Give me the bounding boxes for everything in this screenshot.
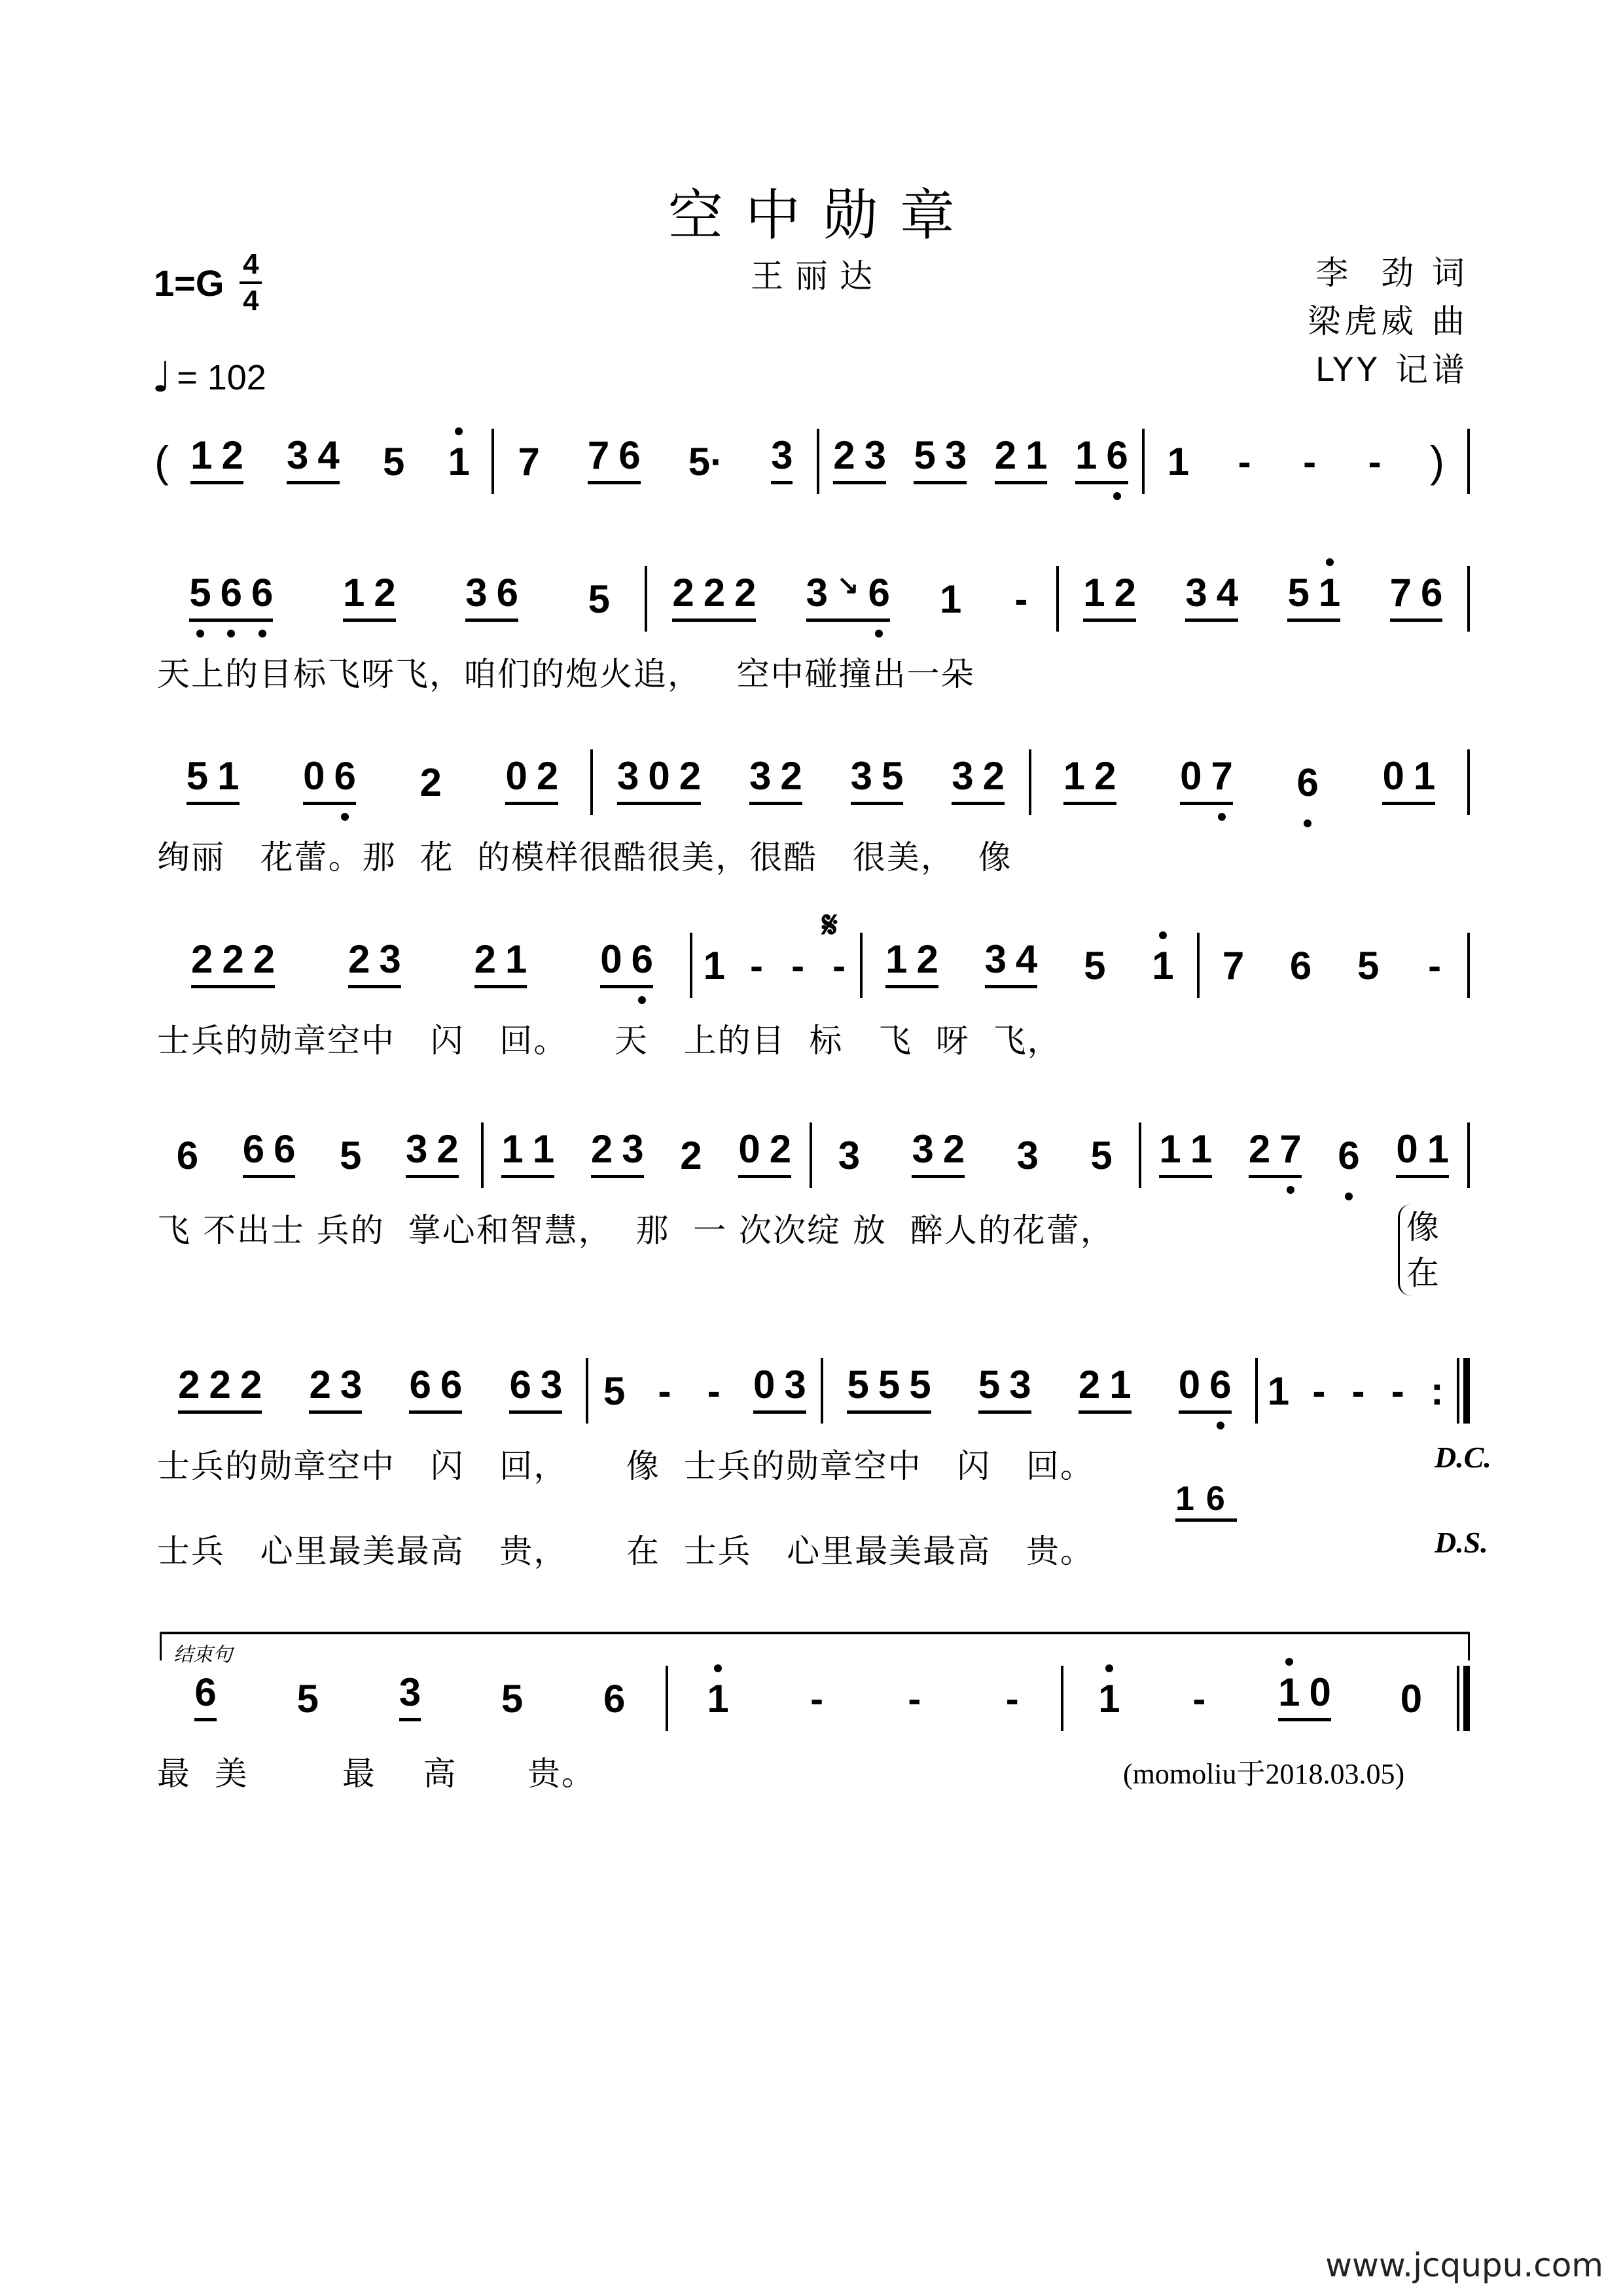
system-7: [154, 1649, 1470, 1800]
measure: 1 - - - ): [1167, 437, 1445, 486]
measure: 1 2 3 4 5 1: [169, 412, 491, 511]
measure: 1 2 3 4 5 1 7 6: [1059, 550, 1467, 648]
measure: 7 6 5 -: [1222, 943, 1442, 988]
measure: 1 2 0 7 6 0 1: [1031, 733, 1467, 831]
measure: 2 2 2 3 ↘ 6 1 -: [647, 550, 1056, 648]
lyrics-line: 天上的目标飞呀飞，咱们的炮火追， 空中碰撞出一朵: [157, 655, 975, 693]
barline: [1467, 933, 1470, 998]
lyrics-line: 最 美 最 高 贵。: [157, 1755, 596, 1793]
system-6: [154, 1342, 1491, 1584]
system-5: [154, 1106, 1470, 1292]
lyrics-row-2: [154, 1525, 1488, 1584]
staff: [154, 412, 1470, 511]
time-sig-divider: [240, 281, 262, 284]
ds-marking: D.S.: [1435, 1526, 1488, 1559]
segno-icon: 𝄋: [822, 903, 838, 946]
time-sig-bottom: 4: [243, 285, 259, 317]
staff: [154, 1106, 1470, 1204]
key-signature: [154, 250, 262, 315]
time-sig-top: 4: [243, 248, 259, 280]
repeat-end-barline: [1457, 1358, 1470, 1424]
lyrics-line: 飞 不出士 兵的 掌心和智慧， 那 一 次次绽 放 醉人的花蕾，: [157, 1211, 1115, 1249]
brace-lyric-verse-1: 像: [1406, 1208, 1439, 1246]
measure: 5 - - 0 3: [588, 1342, 821, 1440]
measure: 2 3 5 3 2 1 1 6: [819, 412, 1142, 511]
barline: [1467, 429, 1470, 494]
lyricist: 李 劲 词: [1315, 254, 1469, 292]
staff: [154, 1649, 1470, 1748]
tempo-value: = 102: [177, 358, 266, 397]
measure: 1 1 2 3 2 0 2: [484, 1106, 810, 1204]
measure: 5 5 5 5 3 2 1 0 6: [823, 1342, 1255, 1440]
dc-marking: D.C.: [1435, 1441, 1491, 1474]
time-signature: [240, 250, 262, 315]
measure: 7 7 6 5· 3: [494, 412, 817, 511]
lyric-brace: [1398, 1204, 1439, 1296]
barline: [1467, 566, 1470, 632]
lyrics-line: 士兵 心里最美最高 贵， 在 士兵 心里最美最高 贵。: [157, 1532, 1094, 1570]
tempo-marking: [152, 353, 266, 402]
barline: [1467, 749, 1470, 815]
final-barline: [1457, 1666, 1470, 1731]
measure: 5 6 6 1 2 3 6 5: [154, 550, 645, 648]
measure: 1 - - - :: [1267, 1369, 1444, 1413]
measure: 5 1 0 6 2 0 2: [154, 733, 590, 831]
measure: 1 - 1 0 0: [1063, 1649, 1457, 1748]
system-4: [154, 903, 1470, 1062]
lyrics-line: 士兵的勋章空中 闪 回。 天 上的目 标 飞 呀 飞，: [157, 1022, 1061, 1060]
system-1: [154, 412, 1470, 511]
quarter-note-icon: ♩: [152, 353, 172, 402]
system-2: [154, 550, 1470, 695]
site-watermark: www.jcqupu.com: [1325, 2246, 1603, 2284]
song-title: 空中勋章: [668, 183, 977, 247]
measure: 6 6 6 5 3 2: [154, 1106, 481, 1204]
measure: 3 3 2 3 5: [812, 1106, 1139, 1204]
open-paren: (: [154, 437, 169, 486]
measure: 1 - - -: [703, 943, 846, 988]
transcriber: LYY 记谱: [1315, 351, 1469, 389]
credits: [1308, 249, 1469, 394]
measure: 3 0 2 3 2 3 5 3 2: [593, 733, 1029, 831]
brace-lyric-verse-2: 在: [1406, 1254, 1439, 1292]
staff: [154, 550, 1470, 648]
staff: [154, 733, 1470, 831]
measure: 1 1 2 7 6 0 1: [1141, 1106, 1468, 1204]
composer: 梁虎威 曲: [1308, 302, 1469, 340]
staff: [154, 1342, 1470, 1440]
measure: 2 2 2 2 3 6 6 6 3: [154, 1342, 586, 1440]
alternate-notes: 16: [1175, 1479, 1237, 1522]
measure: 6 5 3 5 6: [154, 1649, 666, 1748]
measure: 1 - - -: [707, 1676, 1019, 1721]
measure: 2 2 2 2 3 2 1 0 6: [154, 916, 690, 1014]
coda-label: 结束句: [173, 1643, 232, 1666]
lyrics-line: 绚丽 花蕾。那 花 的模样很酷很美，很酷 很美， 像: [157, 838, 1012, 876]
measure: 1 2 3 4 5 1: [863, 916, 1197, 1014]
singer-name: 王丽达: [751, 257, 884, 295]
lyrics-row: [154, 1748, 1470, 1800]
barline: [1467, 1122, 1470, 1188]
lyrics-line: 士兵的勋章空中 闪 回， 像 士兵的勋章空中 闪 回。: [157, 1447, 1094, 1485]
staff: [154, 916, 1470, 1014]
key-label: 1=G: [154, 262, 224, 304]
lyrics-row-1: [154, 1440, 1491, 1499]
transcriber-signature: (momoliu于2018.03.05): [1123, 1758, 1405, 1790]
system-3: [154, 733, 1470, 878]
